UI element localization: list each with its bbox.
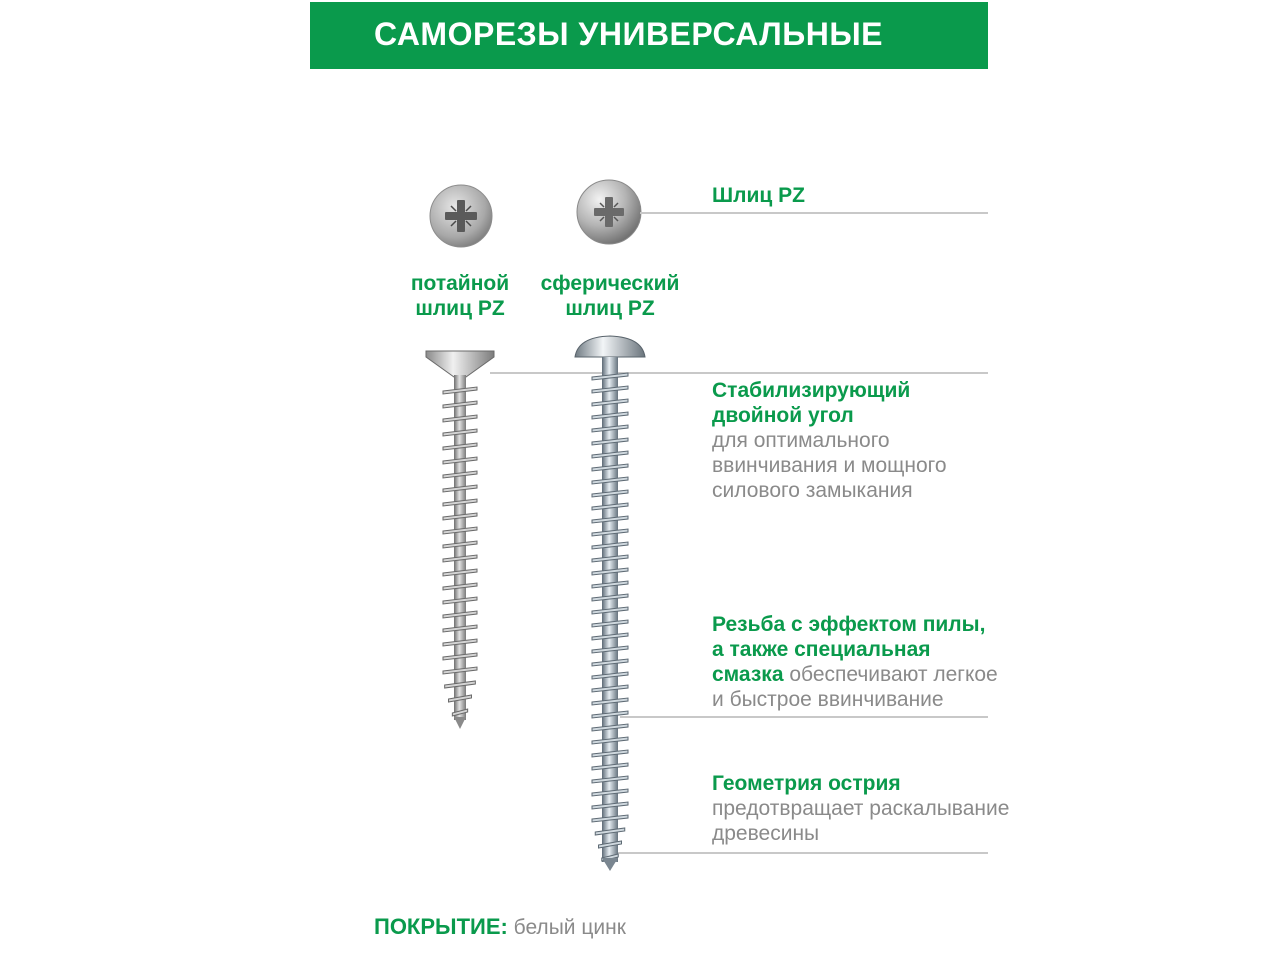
countersunk-screw-icon — [420, 345, 500, 730]
callout-thread-line-3 — [712, 662, 998, 687]
coating-line — [374, 914, 626, 940]
pan-head-label-line2: шлиц PZ — [565, 297, 655, 320]
callout-angle-title-2: двойной угол — [712, 404, 854, 427]
callout-angle-desc-3: силового замыкания — [712, 479, 913, 502]
callout-thread-title-3: смазка — [712, 663, 784, 686]
rule-angle — [490, 372, 988, 374]
callout-tip-desc-1: предотвращает раскалывание — [712, 797, 1010, 820]
page-title: САМОРЕЗЫ УНИВЕРСАЛЬНЫЕ — [374, 16, 883, 52]
coating-value: белый цинк — [507, 916, 626, 939]
callout-thread — [712, 612, 998, 712]
countersunk-pz-head-icon — [428, 183, 494, 249]
callout-angle-title-1: Стабилизирующий — [712, 379, 911, 402]
pan-head-label — [536, 271, 684, 321]
coating-label: ПОКРЫТИЕ: — [374, 914, 508, 939]
callout-thread-title-1: Резьба с эффектом пилы, — [712, 613, 986, 636]
pan-head-screw-icon — [570, 333, 650, 873]
callout-angle-desc-1: для оптимального — [712, 429, 890, 452]
callout-angle-desc-2: ввинчивания и мощного — [712, 454, 947, 477]
rule-slot — [640, 212, 988, 214]
callout-angle — [712, 378, 947, 503]
callout-thread-title-2: а также специальная — [712, 638, 931, 661]
countersunk-head-label-line1: потайной — [410, 272, 510, 295]
callout-slot-title: Шлиц PZ — [712, 184, 805, 207]
header-banner — [310, 2, 988, 69]
rule-thread — [620, 716, 988, 718]
countersunk-head-label-line2: шлиц PZ — [415, 297, 505, 320]
callout-tip — [712, 771, 1009, 846]
pan-pz-head-icon — [576, 179, 642, 245]
countersunk-head-label — [405, 271, 515, 321]
callout-thread-desc-4: и быстрое ввинчивание — [712, 688, 944, 711]
callout-tip-title: Геометрия острия — [712, 772, 901, 795]
pan-head-label-line1: сферический — [540, 272, 680, 295]
callout-tip-desc-2: древесины — [712, 822, 820, 845]
callout-thread-desc-3: обеспечивают легкое — [783, 663, 998, 686]
rule-tip — [612, 852, 988, 854]
callout-slot — [712, 183, 805, 208]
